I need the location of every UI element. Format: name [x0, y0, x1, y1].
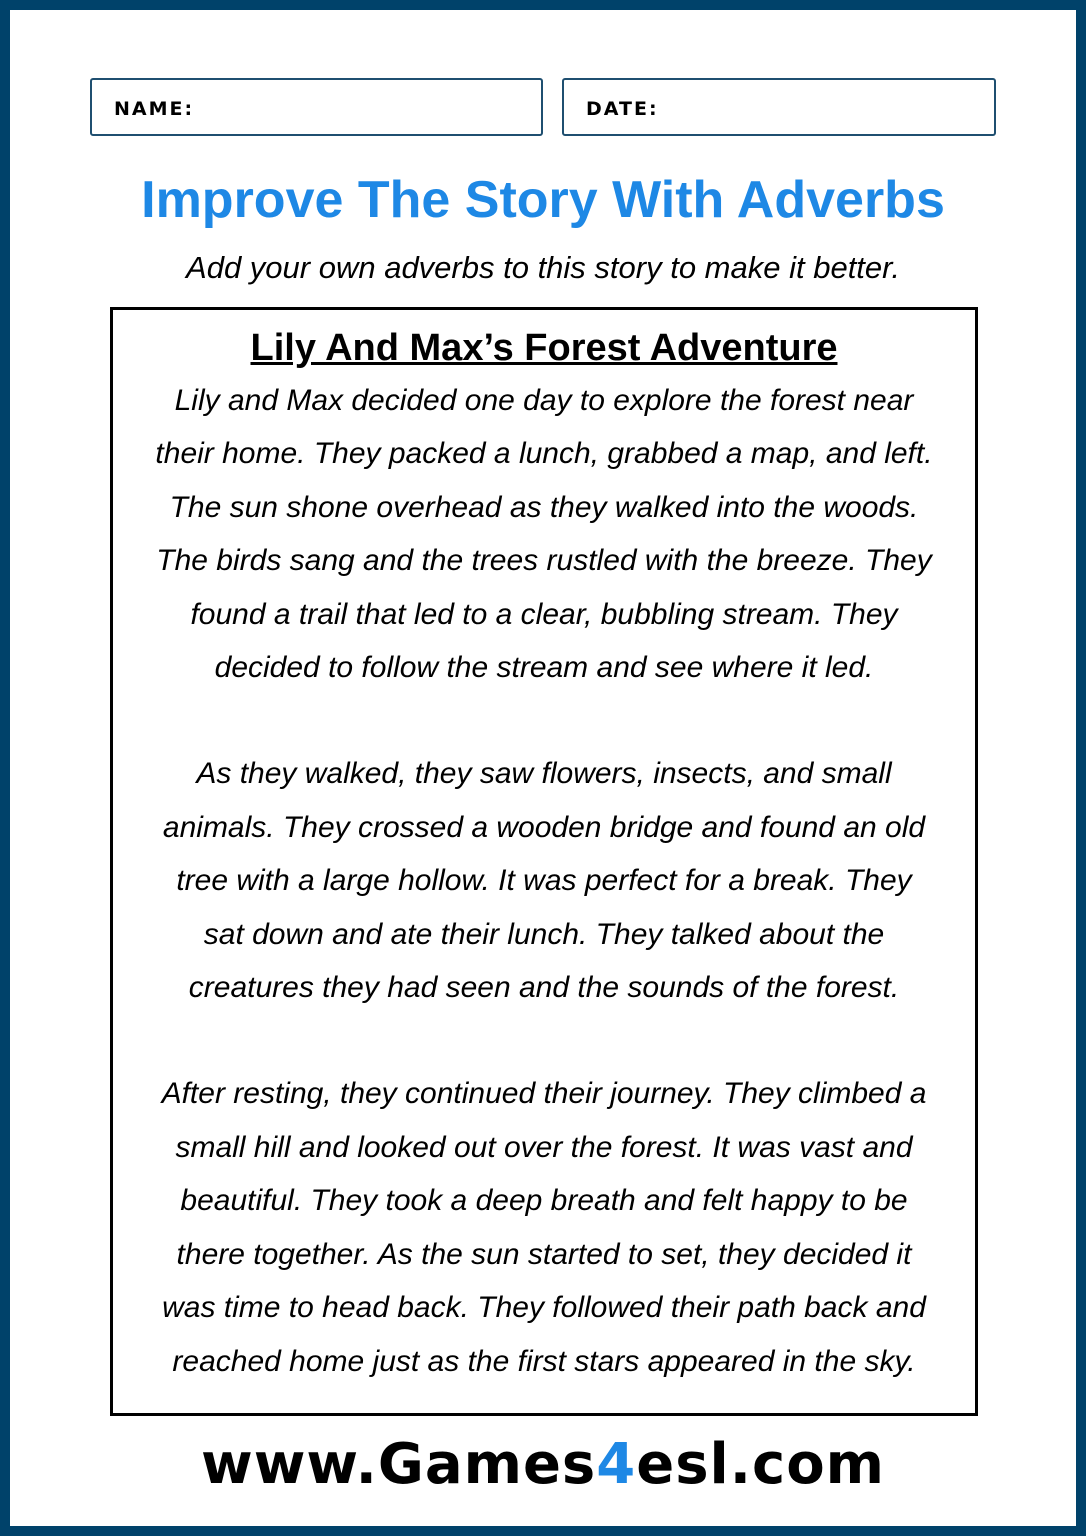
story-line: As they walked, they saw flowers, insects, and small — [196, 757, 892, 791]
name-field[interactable] — [90, 78, 543, 136]
story-body — [113, 374, 975, 1388]
worksheet-page — [10, 10, 1076, 1526]
story-line: The sun shone overhead as they walked into the woods. — [169, 490, 919, 524]
story-line: decided to follow the stream and see where it led. — [214, 651, 874, 685]
story-line: there together. As the sun started to set, they decided it — [176, 1237, 912, 1271]
story-paragraph — [113, 374, 975, 694]
website-footer — [10, 1432, 1076, 1497]
story-paragraph — [113, 747, 975, 1014]
story-line: sat down and ate their lunch. They talked about the — [203, 917, 885, 951]
footer-suffix: esl.com — [636, 1432, 886, 1497]
story-paragraph — [113, 1067, 975, 1387]
story-title: Lily And Max’s Forest Adventure — [250, 327, 838, 369]
story-line: After resting, they continued their journey. They climbed a — [161, 1077, 927, 1111]
story-line: small hill and looked out over the forest. It was vast and — [175, 1130, 913, 1164]
story-box — [110, 307, 978, 1416]
instructions: Add your own adverbs to this story to make it better. — [186, 250, 900, 285]
story-line: found a trail that led to a clear, bubbling stream. They — [190, 597, 898, 631]
date-label: DATE: — [586, 98, 659, 120]
footer-accent: 4 — [596, 1432, 637, 1497]
name-label: NAME: — [114, 98, 195, 120]
story-line: animals. They crossed a wooden bridge and found an old — [162, 810, 926, 844]
story-line: Lily and Max decided one day to explore the forest near — [174, 384, 914, 417]
date-field[interactable] — [562, 78, 996, 136]
worksheet-title: Improve The Story With Adverbs — [141, 171, 945, 229]
story-line: their home. They packed a lunch, grabbed a map, and left. — [155, 437, 933, 471]
story-line: was time to head back. They followed their path back and — [162, 1291, 926, 1325]
story-line: creatures they had seen and the sounds of the forest. — [188, 971, 900, 1005]
story-line: reached home just as the first stars appeared in the sky. — [172, 1344, 916, 1378]
story-line: tree with a large hollow. It was perfect for a break. They — [176, 864, 912, 898]
story-line: The birds sang and the trees rustled with the breeze. They — [156, 544, 932, 578]
story-line: beautiful. They took a deep breath and felt happy to be — [180, 1184, 908, 1218]
footer-prefix: www.Games — [200, 1432, 597, 1497]
